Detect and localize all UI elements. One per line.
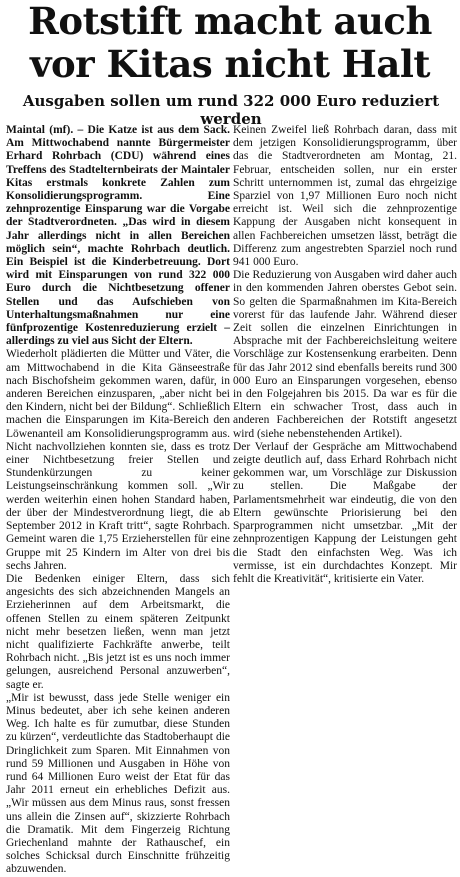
lead-paragraph: Maintal (mf). – Die Katze ist aus dem Sack. Am Mittwochabend nannte Bürgermeister Erhard Rohrbach (CDU) während eines Treffens des Stadtelternbeirats der Maintaler Kitas erstmals konkrete Zahlen zum Konsolidierungsprogramm. Eine zehnprozentige Einsparung war die Vorgabe der Stadtverordneten. „Das wird in diesem Jahr allerdings nicht in allen Bereichen möglich sein“, machte Rohrbach deutlich. Ein Beispiel ist die Kinderbetreuung. Dort wird mit Einsparungen von rund 322 000 Euro durch die Nichtbesetzung offener Stellen und das Aufschieben von Unterhaltungsmaßnahmen nur eine fünfprozentige Kostenreduzierung erzielt – allerdings zu viel aus Sicht der Eltern. bbox=[6, 124, 230, 348]
body-paragraph-4: Keinen Zweifel ließ Rohrbach daran, dass mit dem jetzigen Konsolidierungsprogramm, über das die Stadtverordneten am Montag, 21. Februar, entscheiden sollen, nur ein erster Schritt unternommen ist, zumal das ehrgeizige Sparziel von 1,97 Millionen Euro noch nicht erreicht ist. Weil sich die zehnprozentige Kappung der Ausgaben nicht konsequent in allen Fachbereichen umsetzen lässt, beträgt die Differenz zum angestrebten Sparziel noch rund 941 000 Euro. bbox=[233, 124, 457, 269]
body-paragraph-6: Der Verlauf der Gespräche am Mittwochabend zeigte deutlich auf, dass Erhard Rohrbach nicht gekommen war, um Vorschläge zur Diskussion zu stellen. Die Maßgabe der Parlamentsmehrheit war eindeutig, die von den Eltern gewünschte Priorisierung bei den Sparprogrammen nicht umsetzbar. „Mit der zehnprozentigen Kappung der Leistungen geht die Stadt den einfachsten Weg. Was ich vermisse, ist ein durchdachtes Konzept. Mir fehlt die Kreativität“, kritisierte ein Vater. bbox=[233, 440, 457, 585]
headline-line-1: Rotstift macht auch bbox=[28, 0, 432, 43]
headline bbox=[4, 0, 456, 86]
body-paragraph-1: Wiederholt plädierten die Mütter und Väter, die am Mittwochabend in die Kita Gänseestraße nach Bischofsheim gekommen waren, dafür, in anderen Bereichen einzusparen, „aber nicht bei den Kindern, nicht bei der Bildung“. Schließlich machen die Einsparungen im Kita-Bereich den Löwenanteil am Konsolidierungsprogramm aus. Nicht nachvollziehen konnten sie, dass es trotz einer Nichtbesetzung freier Stellen und Stundenkürzungen zu keiner Leistungseinschränkung kommen soll. „Wir werden weiterhin einen hohen Standard haben, der über der Mindestverordnung liegt, die ab September 2012 in Kraft tritt“, sagte Rohrbach. Gemeint waren die 1,75 Erzieherstellen für eine Gruppe mit 25 Kindern im Alter von drei bis sechs Jahren. bbox=[6, 348, 230, 572]
headline-line-2: vor Kitas nicht Halt bbox=[30, 42, 430, 86]
body-paragraph-2: Die Bedenken einiger Eltern, dass sich angesichts des sich abzeichnenden Mangels an Erzieherinnen auf dem Arbeitsmarkt, die offenen Stellen zu einem späteren Zeitpunkt nicht mehr besetzen ließen, wenn man jetzt nicht qualifizierte Fachkräfte anwerbe, teilt Rohrbach nicht. „Bis jetzt ist es uns noch immer gelungen, ausreichend Personal anzuwerben“, sagte er. bbox=[6, 572, 230, 691]
subheadline: Ausgaben sollen um rund 322 000 Euro reduziert werden bbox=[22, 92, 440, 128]
article-column-right bbox=[233, 124, 457, 586]
body-paragraph-3: „Mir ist bewusst, dass jede Stelle weniger ein Minus bedeutet, aber ich sehe keinen anderen Weg. Ich halte es für zumutbar, diese Stunden zu kürzen“, verdeutlichte das Stadtoberhaupt die Dringlichkeit zum Sparen. Mit Einnahmen von rund 59 Millionen und Ausgaben in Höhe von rund 64 Millionen Euro weist der Etat für das Jahr 2011 erneut ein erhebliches Defizit aus. „Wir müssen aus dem Minus raus, sonst fressen uns allein die Zinsen auf“, skizzierte Rohrbach die Dramatik. Mit dem Fingerzeig Richtung Griechenland mahnte der Rathauschef, ein solches Schicksal durch Einschnitte frühzeitig abzuwenden. bbox=[6, 691, 230, 876]
article-column-left bbox=[6, 124, 230, 877]
body-paragraph-5: Die Reduzierung von Ausgaben wird daher auch in den kommenden Jahren oberstes Gebot sein. So gelten die Sparmaßnahmen im Kita-Bereich vorerst für das laufende Jahr. Während dieser Zeit sollen die einzelnen Einrichtungen in Absprache mit der Fachbereichsleitung weitere Vorschläge zur Kostensenkung erarbeiten. Denn für das Jahr 2012 sind ebenfalls bereits rund 300 000 Euro an Einsparungen vorgesehen, ebenso in den Folgejahren bis 2015. Da war es für die Eltern ein schwacher Trost, dass auch in anderen Fachbereichen der Rotstift angesetzt wird (siehe nebenstehenden Artikel). bbox=[233, 269, 457, 440]
